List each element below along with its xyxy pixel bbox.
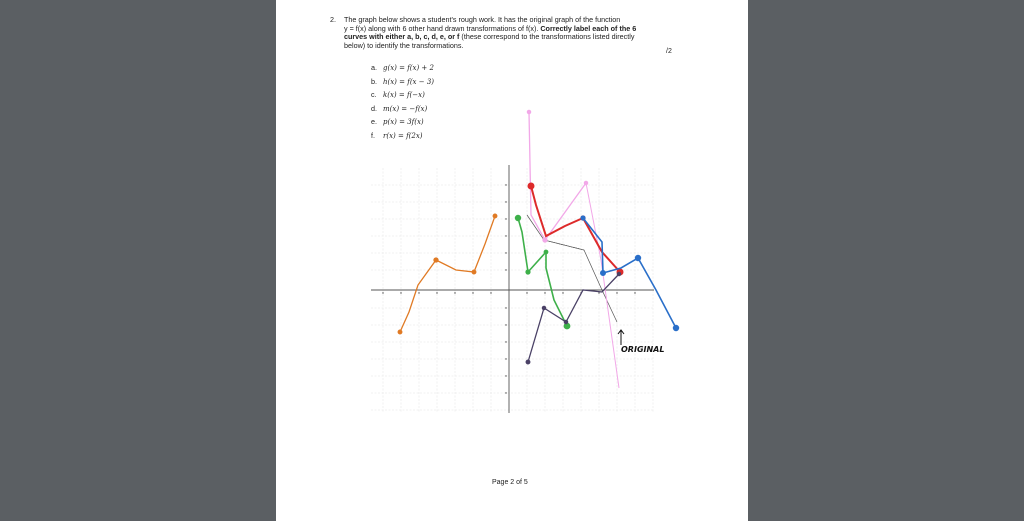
purple-curve bbox=[526, 272, 620, 363]
original-annotation: ORIGINAL bbox=[621, 345, 665, 354]
blue-curve bbox=[581, 216, 678, 330]
list-item: e. p(x) = 3f(x) bbox=[371, 117, 424, 126]
graph bbox=[276, 0, 748, 521]
points-label: /2 bbox=[666, 48, 672, 55]
pink-curve bbox=[527, 110, 619, 388]
list-item: d. m(x) = −f(x) bbox=[371, 103, 428, 113]
question-line-4: below) to identify the transformations. bbox=[344, 40, 464, 50]
list-item: a. g(x) = f(x) + 2 bbox=[371, 63, 434, 72]
list-item: f. r(x) = f(2x) bbox=[371, 130, 423, 140]
list-item: c. k(x) = f(−x) bbox=[371, 90, 425, 99]
question-number: 2. bbox=[330, 15, 336, 24]
original-arrow bbox=[618, 330, 624, 345]
page-footer: Page 2 of 5 bbox=[492, 479, 528, 486]
question-line-3: curves with either a, b, c, d, e, or f (these correspond to the transformations listed directly bbox=[344, 32, 635, 42]
question-line-2: y = f(x) along with 6 other hand drawn transformations of f(x). Correctly label each of the 6 bbox=[344, 23, 637, 33]
orange-curve bbox=[398, 214, 497, 334]
list-item: b. h(x) = f(x − 3) bbox=[371, 76, 435, 86]
question-line-1: The graph below shows a student's rough work. It has the original graph of the function bbox=[344, 15, 621, 24]
document-page bbox=[276, 0, 748, 521]
